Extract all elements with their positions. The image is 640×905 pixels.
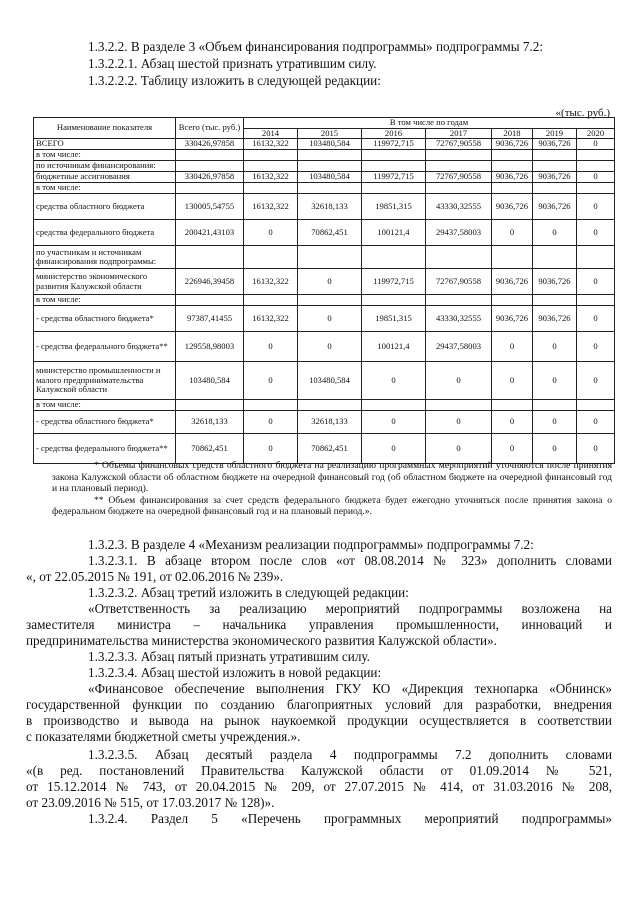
row-year-cell: 0	[577, 220, 615, 246]
header-total: Всего (тыс. руб.)	[176, 118, 244, 139]
row-year-cell	[533, 295, 577, 306]
table-row	[34, 139, 615, 150]
paragraph-line: «(в ред. постановлений Правительства Калужской области от 01.09.2014 № 521,	[26, 763, 612, 778]
header-year: 2017	[426, 128, 492, 139]
row-total-cell: 129558,98003	[176, 332, 244, 362]
row-year-cell: 0	[298, 306, 362, 332]
section-heading: 1.3.2.4. Раздел 5 «Перечень программных мероприятий подпрограммы»	[88, 811, 612, 826]
row-year-cell: 0	[533, 362, 577, 400]
row-year-cell	[577, 183, 615, 194]
row-year-cell: 19851,315	[362, 194, 426, 220]
header-indicator-name: Наименование показателя	[34, 118, 176, 139]
row-year-cell: 0	[577, 411, 615, 434]
row-year-cell: 0	[577, 172, 615, 183]
row-total-cell: 330426,97858	[176, 139, 244, 150]
row-year-cell: 103480,584	[298, 172, 362, 183]
row-label: бюджетные ассигнования	[34, 172, 176, 183]
paragraph-line: 1.3.2.3.3. Абзац пятый признать утратившим силу.	[88, 649, 370, 664]
table-row	[34, 183, 615, 194]
table-row	[34, 172, 615, 183]
row-year-cell: 9036,726	[533, 269, 577, 295]
table-row	[34, 194, 615, 220]
table-row	[34, 150, 615, 161]
row-total-cell: 97387,41455	[176, 306, 244, 332]
row-year-cell: 119972,715	[362, 139, 426, 150]
row-total-cell: 200421,43103	[176, 220, 244, 246]
row-year-cell: 119972,715	[362, 269, 426, 295]
row-year-cell: 0	[362, 411, 426, 434]
row-year-cell: 16132,322	[244, 306, 298, 332]
row-year-cell	[298, 183, 362, 194]
row-year-cell	[492, 161, 533, 172]
row-label: министерство экономического развития Калужской области	[34, 269, 176, 295]
row-year-cell: 72767,90558	[426, 269, 492, 295]
row-year-cell	[533, 150, 577, 161]
row-year-cell: 16132,322	[244, 139, 298, 150]
table-row	[34, 161, 615, 172]
row-year-cell: 32618,133	[298, 411, 362, 434]
row-year-cell: 0	[533, 332, 577, 362]
row-year-cell	[244, 150, 298, 161]
row-year-cell: 0	[577, 362, 615, 400]
row-label: в том числе:	[34, 150, 176, 161]
row-label: в том числе:	[34, 295, 176, 306]
paragraph-line: от 15.12.2014 № 743, от 20.04.2015 № 209, от 27.07.2015 № 414, от 31.03.2016 № 208,	[26, 779, 612, 794]
row-label: - средства федерального бюджета**	[34, 434, 176, 464]
row-year-cell: 100121,4	[362, 332, 426, 362]
paragraph-line: в производство и вывода на рынок наукоемкой продукции осуществляется в соответствии	[26, 713, 612, 728]
row-year-cell: 9036,726	[492, 306, 533, 332]
row-year-cell: 0	[244, 411, 298, 434]
row-year-cell: 9036,726	[492, 269, 533, 295]
header-year: 2016	[362, 128, 426, 139]
table-row	[34, 434, 615, 464]
row-year-cell: 0	[533, 411, 577, 434]
table-body	[34, 139, 615, 464]
paragraph-line: «Финансовое обеспечение выполнения ГКУ КО «Дирекция технопарка «Обнинск»	[88, 681, 612, 696]
row-label: в том числе:	[34, 400, 176, 411]
row-year-cell: 9036,726	[533, 172, 577, 183]
row-year-cell	[492, 295, 533, 306]
row-total-cell	[176, 150, 244, 161]
paragraph-line: с показателями бюджетной сметы учреждения.».	[26, 729, 301, 744]
row-label: - средства федерального бюджета**	[34, 332, 176, 362]
row-year-cell: 0	[362, 434, 426, 464]
row-year-cell	[577, 246, 615, 269]
row-total-cell: 32618,133	[176, 411, 244, 434]
paragraph-line: 1.3.2.3.4. Абзац шестой изложить в новой редакции:	[88, 665, 382, 680]
row-year-cell	[533, 161, 577, 172]
row-year-cell: 0	[533, 220, 577, 246]
row-year-cell: 70862,451	[298, 434, 362, 464]
row-year-cell: 0	[244, 434, 298, 464]
paragraph-line: 1.3.2.2.1. Абзац шестой признать утратившим силу.	[88, 56, 377, 71]
paragraph-line: предпринимательства министерства экономического развития Калужской области».	[26, 633, 497, 648]
row-year-cell	[244, 400, 298, 411]
table-row	[34, 295, 615, 306]
row-year-cell: 0	[492, 411, 533, 434]
row-year-cell	[426, 246, 492, 269]
table-row	[34, 269, 615, 295]
row-year-cell	[362, 161, 426, 172]
footnote-federal: ** Объем финансирования за счет средств федерального бюджета будет ежегодно уточняться после принятия закона о федеральном бюджете на очередной финансовый год и на плановый период.».	[52, 494, 612, 517]
paragraph-line: 1.3.2.2.2. Таблицу изложить в следующей редакции:	[88, 73, 381, 88]
row-total-cell: 226946,39458	[176, 269, 244, 295]
row-total-cell: 103480,584	[176, 362, 244, 400]
row-year-cell	[298, 400, 362, 411]
row-year-cell	[244, 161, 298, 172]
row-year-cell	[362, 150, 426, 161]
row-year-cell	[492, 150, 533, 161]
row-label: средства федерального бюджета	[34, 220, 176, 246]
row-total-cell	[176, 295, 244, 306]
section-heading: 1.3.2.3. В разделе 4 «Механизм реализации подпрограммы» подпрограммы 7.2:	[88, 537, 534, 552]
row-year-cell: 72767,90558	[426, 139, 492, 150]
row-year-cell: 0	[426, 362, 492, 400]
header-year: 2019	[533, 128, 577, 139]
row-year-cell	[362, 400, 426, 411]
row-year-cell: 9036,726	[492, 194, 533, 220]
row-year-cell: 0	[492, 362, 533, 400]
row-year-cell	[426, 183, 492, 194]
row-year-cell: 43330,32555	[426, 306, 492, 332]
row-year-cell	[426, 295, 492, 306]
header-year: 2018	[492, 128, 533, 139]
row-year-cell	[426, 400, 492, 411]
row-total-cell	[176, 183, 244, 194]
paragraph-line: 1.3.2.3.1. В абзаце втором после слов «от 08.08.2014 № 323» дополнить словами	[88, 553, 612, 568]
row-year-cell: 0	[492, 332, 533, 362]
row-year-cell: 9036,726	[533, 306, 577, 332]
row-year-cell: 19851,315	[362, 306, 426, 332]
row-label: средства областного бюджета	[34, 194, 176, 220]
row-year-cell: 0	[426, 411, 492, 434]
header-year: 2020	[577, 128, 615, 139]
row-year-cell	[492, 400, 533, 411]
row-year-cell: 43330,32555	[426, 194, 492, 220]
table-unit-label: «(тыс. руб.)	[555, 107, 610, 119]
row-year-cell	[244, 183, 298, 194]
row-year-cell: 29437,58003	[426, 220, 492, 246]
row-year-cell: 0	[577, 194, 615, 220]
row-year-cell: 0	[362, 362, 426, 400]
row-year-cell: 0	[577, 269, 615, 295]
row-year-cell	[577, 400, 615, 411]
paragraph-line: от 23.09.2016 № 515, от 17.03.2017 № 128)».	[26, 795, 275, 810]
row-label: ВСЕГО	[34, 139, 176, 150]
paragraph-line: «, от 22.05.2015 № 191, от 02.06.2016 № 239».	[26, 569, 284, 584]
row-year-cell: 0	[533, 434, 577, 464]
row-year-cell	[244, 246, 298, 269]
row-year-cell: 0	[244, 332, 298, 362]
paragraph-line: 1.3.2.3.2. Абзац третий изложить в следующей редакции:	[88, 585, 409, 600]
row-year-cell: 103480,584	[298, 362, 362, 400]
section-heading: 1.3.2.2. В разделе 3 «Объем финансирования подпрограммы» подпрограммы 7.2:	[88, 39, 544, 54]
header-year: 2014	[244, 128, 298, 139]
row-year-cell: 0	[298, 269, 362, 295]
row-year-cell: 70862,451	[298, 220, 362, 246]
row-year-cell	[298, 295, 362, 306]
table-row	[34, 411, 615, 434]
row-year-cell: 0	[577, 306, 615, 332]
row-total-cell: 130005,54755	[176, 194, 244, 220]
financing-table	[33, 117, 615, 464]
row-year-cell: 0	[577, 139, 615, 150]
paragraph-line: заместителя министра – начальника управления промышленности, инноваций и	[26, 617, 612, 632]
row-year-cell	[426, 161, 492, 172]
row-year-cell	[577, 295, 615, 306]
table-footnotes	[52, 460, 612, 518]
row-year-cell: 16132,322	[244, 269, 298, 295]
paragraph-line: 1.3.2.3.5. Абзац десятый раздела 4 подпрограммы 7.2 дополнить словами	[88, 747, 612, 762]
row-year-cell: 0	[492, 220, 533, 246]
row-year-cell: 9036,726	[533, 194, 577, 220]
row-total-cell: 330426,97858	[176, 172, 244, 183]
row-year-cell: 119972,715	[362, 172, 426, 183]
table-row	[34, 400, 615, 411]
table-row	[34, 362, 615, 400]
row-label: министерство промышленности и малого предпринимательства Калужской области	[34, 362, 176, 400]
row-year-cell	[426, 150, 492, 161]
row-year-cell	[492, 246, 533, 269]
row-total-cell: 70862,451	[176, 434, 244, 464]
row-year-cell: 16132,322	[244, 172, 298, 183]
row-year-cell: 0	[577, 434, 615, 464]
row-total-cell	[176, 161, 244, 172]
row-year-cell	[362, 295, 426, 306]
header-by-years: В том числе по годам	[244, 118, 615, 129]
row-year-cell: 100121,4	[362, 220, 426, 246]
row-year-cell	[577, 161, 615, 172]
paragraph-line: государственной функции по созданию благоприятных условий для разработки, внедрения	[26, 697, 612, 712]
table-row	[34, 306, 615, 332]
row-year-cell: 72767,90558	[426, 172, 492, 183]
row-year-cell: 0	[492, 434, 533, 464]
row-year-cell: 29437,58003	[426, 332, 492, 362]
table-row	[34, 332, 615, 362]
row-label: - средства областного бюджета*	[34, 306, 176, 332]
row-label: в том числе:	[34, 183, 176, 194]
paragraph-line: «Ответственность за реализацию мероприятий подпрограммы возложена на	[88, 601, 612, 616]
row-year-cell	[533, 183, 577, 194]
row-year-cell	[298, 150, 362, 161]
header-year: 2015	[298, 128, 362, 139]
row-year-cell: 9036,726	[492, 139, 533, 150]
row-year-cell	[298, 161, 362, 172]
row-year-cell	[298, 246, 362, 269]
row-year-cell	[533, 246, 577, 269]
row-year-cell: 103480,584	[298, 139, 362, 150]
row-label: - средства областного бюджета*	[34, 411, 176, 434]
footnote-regional: * Объемы финансовых средств областного бюджета на реализацию программных мероприятий уточняются после принятия закона Калужской области об областном бюджете на очередной финансовый год (об областном бюджете на очередной финансовый год и на плановый период).	[52, 460, 612, 494]
row-year-cell	[533, 400, 577, 411]
row-total-cell	[176, 246, 244, 269]
row-year-cell	[577, 150, 615, 161]
table-row	[34, 246, 615, 269]
row-year-cell	[244, 295, 298, 306]
row-year-cell	[362, 183, 426, 194]
row-year-cell: 16132,322	[244, 194, 298, 220]
row-year-cell	[362, 246, 426, 269]
row-label: по участникам и источникам финансирования подпрограммы:	[34, 246, 176, 269]
row-total-cell	[176, 400, 244, 411]
row-year-cell: 0	[298, 332, 362, 362]
row-year-cell: 9036,726	[492, 172, 533, 183]
row-year-cell: 0	[244, 220, 298, 246]
row-year-cell: 0	[244, 362, 298, 400]
table-row	[34, 220, 615, 246]
row-year-cell: 0	[577, 332, 615, 362]
row-year-cell: 9036,726	[533, 139, 577, 150]
row-year-cell: 0	[426, 434, 492, 464]
row-label: по источникам финансирования:	[34, 161, 176, 172]
row-year-cell: 32618,133	[298, 194, 362, 220]
row-year-cell	[492, 183, 533, 194]
